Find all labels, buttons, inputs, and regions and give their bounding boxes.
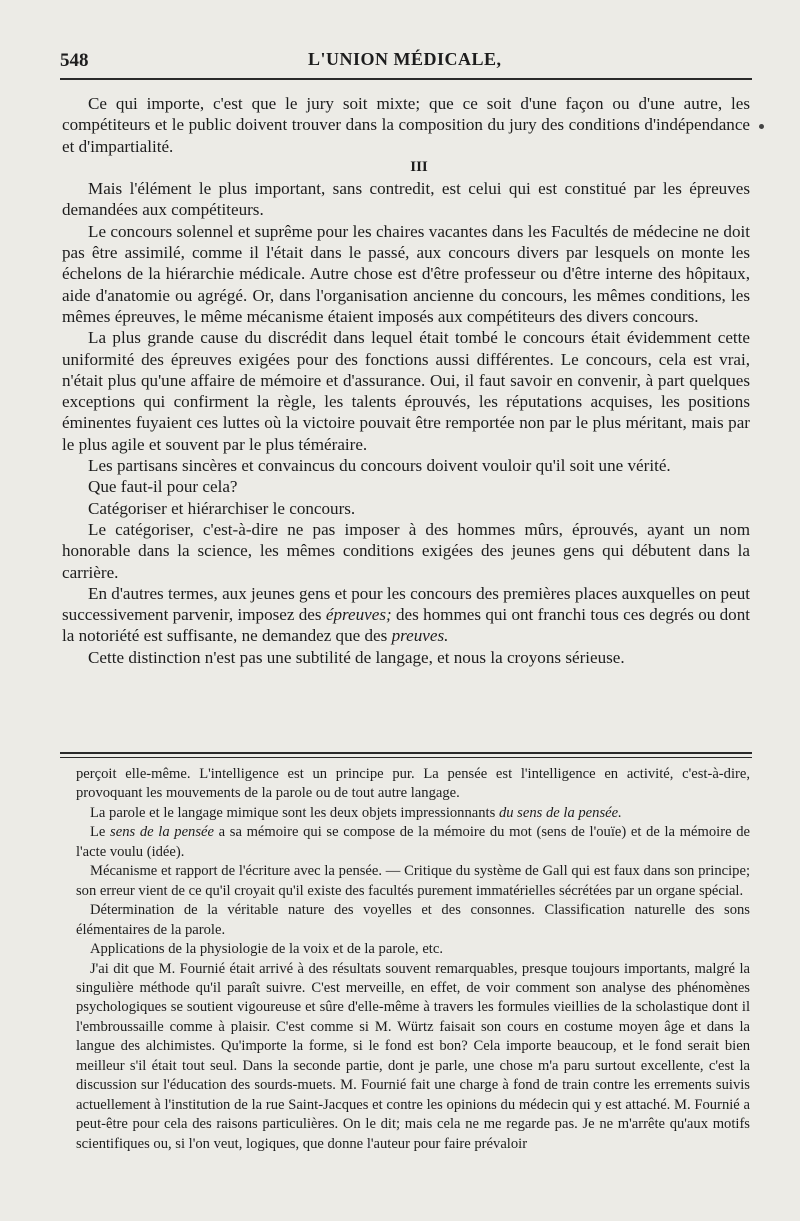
footnote-paragraph: Applications de la physiologie de la voix et de la parole, etc. [90,941,443,958]
footnote-paragraph [76,823,750,862]
footnote-paragraph: J'ai dit que M. Fournié était arrivé à des résultats souvent remarquables, presque toujours importants, malgré la singulière méthode qu'il paraît suivre. C'est merveille, en effet, de voir comment son analyse des phénomènes psychologiques se soutient vigoureuse et sûre d'elle-même à travers les formules vieillies de la scholastique dont il l'embroussaille comme à plaisir. C'est comme si M. Würtz faisait son cours en costume moyen âge et dans la langue des alchimistes. Qu'importe la forme, si le fond est bon? Cela importe beaucoup, et le fond serait bien meilleur s'il était tout seul. Dans la seconde partie, dont je parle, une chose m'a paru surtout excellente, c'est la discussion sur l'éducation des sourds-muets. M. Fournié fait une charge à fond de train contre les errements suivis actuellement à l'institution de la rue Saint-Jacques et contre les opinions du médecin qui y est attaché. M. Fournié a peut-être pour cela des raisons particulières. On le dit; mais cela ne me regarde pas. Je ne m'arrête qu'aux motifs scientifiques ou, si l'on veut, logiques, que donne l'auteur pour faire prévaloir [76,960,750,1152]
main-text [62,93,750,668]
paragraph [62,583,750,647]
text-run: a sa mémoire qui se compose de la mémoire du mot (sens de l'ouïe) et de la mémoire de l'acte voulu (idée). [76,824,750,860]
margin-mark [759,124,764,129]
paragraph: La plus grande cause du discrédit dans lequel était tombé le concours était évidemment cette uniformité des épreuves exigées pour des fonctions aussi différentes. Le concours, cela est vrai, n'était plus qu'une affaire de mémoire et d'assurance. Oui, il faut savoir en convenir, à part quelques exceptions qui confirment la règle, les talents éprouvés, les réputations acquises, les positions éminentes fuyaient ces luttes où la victoire pouvait être remportée non par le plus méritant, mais par le plus agile et souvent par le plus téméraire. [62,328,750,454]
page-header [60,46,750,74]
section-number: III [410,158,428,175]
emphasis: preuves. [391,626,449,646]
paragraph: Cette distinction n'est pas une subtilité de langage, et nous la croyons sérieuse. [88,647,625,667]
paragraph: Mais l'élément le plus important, sans contredit, est celui qui est constitué par les épreuves demandées aux compétiteurs. [62,179,750,220]
text-run: La parole et le langage mimique sont les deux objets impressionnants [90,804,499,821]
emphasis: épreuves; [325,605,392,625]
footnote-paragraph: Mécanisme et rapport de l'écriture avec la pensée. — Critique du système de Gall qui est faux dans son principe; son erreur vient de ce qu'il croyait qu'il existe des facultés purement immatérielles sécrétées par un organe spécial. [76,863,750,899]
text-run: des hommes qui ont franchi tous ces degrés ou dont la notoriété est suffisante, ne demandez que des [62,605,750,646]
paragraph: Les partisans sincères et convaincus du concours doivent vouloir qu'il soit une vérité. [88,456,671,476]
footnote-paragraph: perçoit elle-même. L'intelligence est un principe pur. La pensée est l'intelligence en activité, c'est-à-dire, provoquant les mouvements de la parole ou de tout autre langage. [76,766,750,802]
paragraph: Ce qui importe, c'est que le jury soit mixte; que ce soit d'une façon ou d'une autre, les compétiteurs et le public doivent trouver dans la composition du jury des conditions d'indépendance et d'impartialité. [62,94,750,156]
footnote-separator [60,752,752,758]
emphasis: sens de la pensée [110,824,214,841]
running-title: L'UNION MÉDICALE, [308,49,502,69]
text-run: Le [90,824,111,841]
page-number: 548 [60,50,89,71]
emphasis: du sens de la pensée. [498,804,622,821]
paragraph: Catégoriser et hiérarchiser le concours. [88,498,356,518]
header-rule [60,78,752,80]
footnote-paragraph: Détermination de la véritable nature des voyelles et des consonnes. Classification naturelle des sons élémentaires de la parole. [76,902,750,938]
paragraph: Le concours solennel et suprême pour les chaires vacantes dans les Facultés de médecine ne doit pas être assimilé, comme il l'était dans le passé, aux concours divers par lesquels on monte les échelons de la hiérarchie médicale. Autre chose est d'être professeur ou d'être interne des hôpitaux, aide d'anatomie ou agrégé. Or, dans l'organisation ancienne du concours, les mêmes conditions, les mêmes épreuves, le même mécanisme étaient imposés aux compétiteurs des divers concours. [62,221,750,326]
footnote-paragraph [76,804,750,823]
footnote-text [76,765,750,1154]
text-run: En d'autres termes, aux jeunes gens et pour les concours des premières places auxquelles on peut successivement parvenir, imposez des [62,583,750,625]
paragraph: Que faut-il pour cela? [88,477,238,497]
paragraph: Le catégoriser, c'est-à-dire ne pas imposer à des hommes mûrs, éprouvés, ayant un nom honorable dans la science, les mêmes conditions exigées des jeunes gens qui débutent dans la carrière. [62,519,750,582]
